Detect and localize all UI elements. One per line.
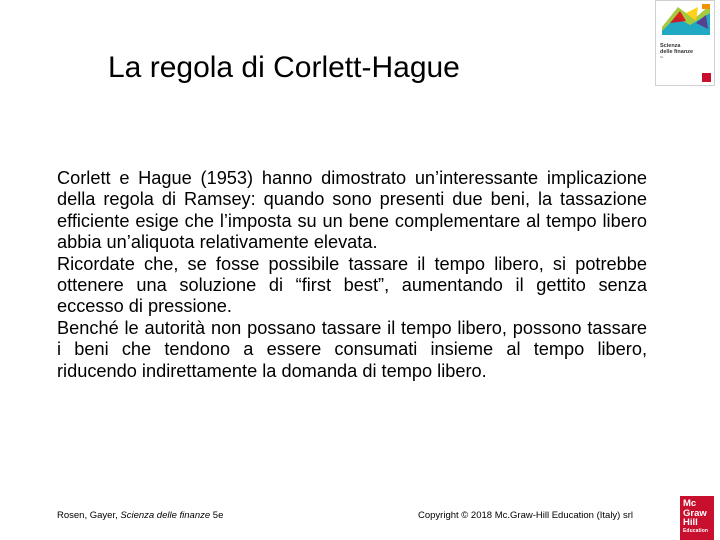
book-cover-thumbnail [655, 0, 715, 86]
cover-edition: 5e [660, 55, 664, 59]
slide-title: La regola di Corlett-Hague [108, 51, 460, 84]
cover-title: Scienza delle finanze [660, 43, 694, 55]
cover-publisher-logo [702, 73, 711, 82]
cover-artwork [656, 1, 714, 41]
citation-authors: Rosen, Gayer, [57, 510, 121, 521]
paragraph-1: Corlett e Hague (1953) hanno dimostrato un’interessante implicazione della regola di Ramsey: quando sono presenti due beni, la tassazione efficiente esige che l’imposta su un bene complementare al tempo libero abbia un’aliquota relativamente elevata. [57, 168, 647, 253]
citation-book-title: Scienza delle finanze [120, 510, 211, 521]
citation-edition: 5e [210, 510, 224, 521]
footer-copyright: Copyright © 2018 Mc.Graw-Hill Education (Italy) srl [418, 510, 634, 521]
paragraph-2: Ricordate che, se fosse possibile tassare il tempo libero, si potrebbe ottenere una soluzione di “first best”, aumentando il gettito senza eccesso di pressione. [57, 253, 647, 317]
paragraph-3: Benché le autorità non possano tassare il tempo libero, possono tassare i beni che tendono a essere consumati insieme al tempo libero, riducendo indirettamente la domanda di tempo libero. [57, 317, 647, 381]
slide-body [57, 168, 647, 382]
mcgraw-hill-logo: Mc Graw Hill Education [680, 496, 714, 540]
footer-citation [57, 510, 223, 521]
